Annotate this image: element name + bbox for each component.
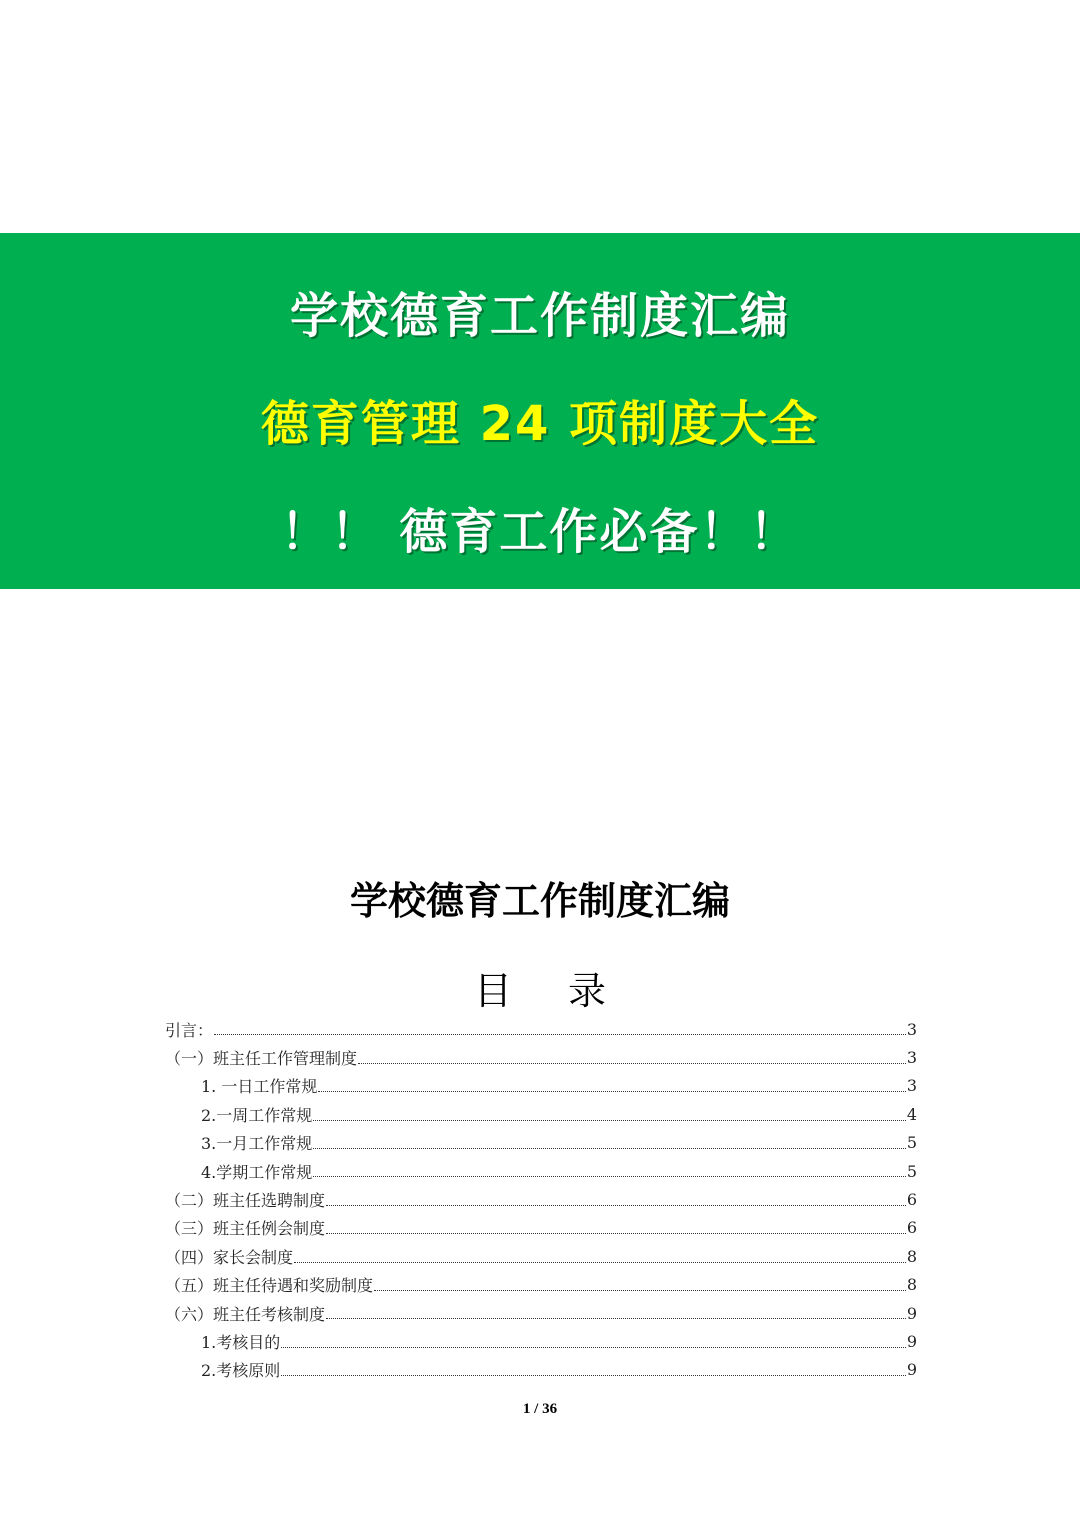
toc-heading: [0, 960, 1080, 1015]
toc-entry[interactable]: [165, 1299, 917, 1327]
toc-heading-left: 目: [473, 969, 512, 1013]
toc-entry-label: （五）班主任待遇和奖励制度: [165, 1276, 374, 1296]
toc-entry-page: 3: [906, 1019, 917, 1039]
toc-entry-label: （一）班主任工作管理制度: [165, 1049, 358, 1069]
toc-leader-dots: [313, 1119, 906, 1121]
toc-leader-dots: [374, 1289, 906, 1291]
toc-heading-right: 录: [568, 969, 607, 1013]
toc-entry-page: 8: [906, 1275, 917, 1295]
toc-entry-label: （二）班主任选聘制度: [165, 1191, 326, 1211]
toc-leader-dots: [281, 1374, 906, 1376]
toc-leader-dots: [214, 1033, 906, 1035]
toc-entry[interactable]: [165, 1185, 917, 1213]
toc-entry-page: 3: [906, 1076, 917, 1096]
toc-entry[interactable]: [165, 1327, 917, 1355]
toc-entry[interactable]: [165, 1129, 917, 1157]
toc-entry[interactable]: [165, 1214, 917, 1242]
toc-entry-label: （六）班主任考核制度: [165, 1304, 326, 1324]
banner-tagline: ！！ 德育工作必备！！: [280, 504, 800, 560]
table-of-contents: [165, 1015, 917, 1384]
toc-entry-label: 引言：: [165, 1020, 214, 1040]
toc-leader-dots: [313, 1175, 906, 1177]
toc-entry-page: 6: [906, 1190, 917, 1210]
toc-leader-dots: [313, 1147, 906, 1149]
toc-leader-dots: [326, 1204, 906, 1206]
toc-entry-page: 6: [906, 1218, 917, 1238]
toc-leader-dots: [358, 1062, 906, 1064]
toc-leader-dots: [318, 1090, 905, 1092]
toc-entry-page: 5: [906, 1133, 917, 1153]
toc-entry-label: 1.考核目的: [201, 1332, 281, 1352]
toc-entry-page: 9: [906, 1331, 917, 1351]
toc-entry-label: 1. 一日工作常规: [201, 1077, 318, 1097]
toc-entry[interactable]: [165, 1072, 917, 1100]
document-title: 学校德育工作制度汇编: [349, 879, 730, 923]
toc-leader-dots: [294, 1261, 906, 1263]
toc-entry-label: 3.一月工作常规: [201, 1134, 313, 1154]
toc-entry-page: 5: [906, 1161, 917, 1181]
banner-title: 学校德育工作制度汇编: [289, 288, 790, 344]
toc-entry[interactable]: [165, 1015, 917, 1043]
toc-entry[interactable]: [165, 1043, 917, 1071]
toc-leader-dots: [326, 1317, 906, 1319]
toc-entry-label: （四）家长会制度: [165, 1247, 294, 1267]
toc-entry-page: 9: [906, 1360, 917, 1380]
toc-entry[interactable]: [165, 1356, 917, 1384]
toc-entry-page: 4: [906, 1104, 917, 1124]
toc-leader-dots: [281, 1346, 906, 1348]
toc-entry[interactable]: [165, 1242, 917, 1270]
banner-subtitle: 德育管理 24 项制度大全: [260, 396, 820, 452]
toc-entry[interactable]: [165, 1157, 917, 1185]
toc-entry-page: 3: [906, 1048, 917, 1068]
toc-entry-label: 2.考核原则: [201, 1361, 281, 1381]
toc-entry-label: 2.一周工作常规: [201, 1105, 313, 1125]
toc-entry-label: 4.学期工作常规: [201, 1162, 313, 1182]
toc-entry[interactable]: [165, 1100, 917, 1128]
toc-entry[interactable]: [165, 1271, 917, 1299]
toc-entry-page: 9: [906, 1303, 917, 1323]
toc-leader-dots: [326, 1232, 906, 1234]
page-indicator: 1 / 36: [522, 1401, 558, 1417]
toc-entry-page: 8: [906, 1246, 917, 1266]
toc-entry-label: （三）班主任例会制度: [165, 1219, 326, 1239]
